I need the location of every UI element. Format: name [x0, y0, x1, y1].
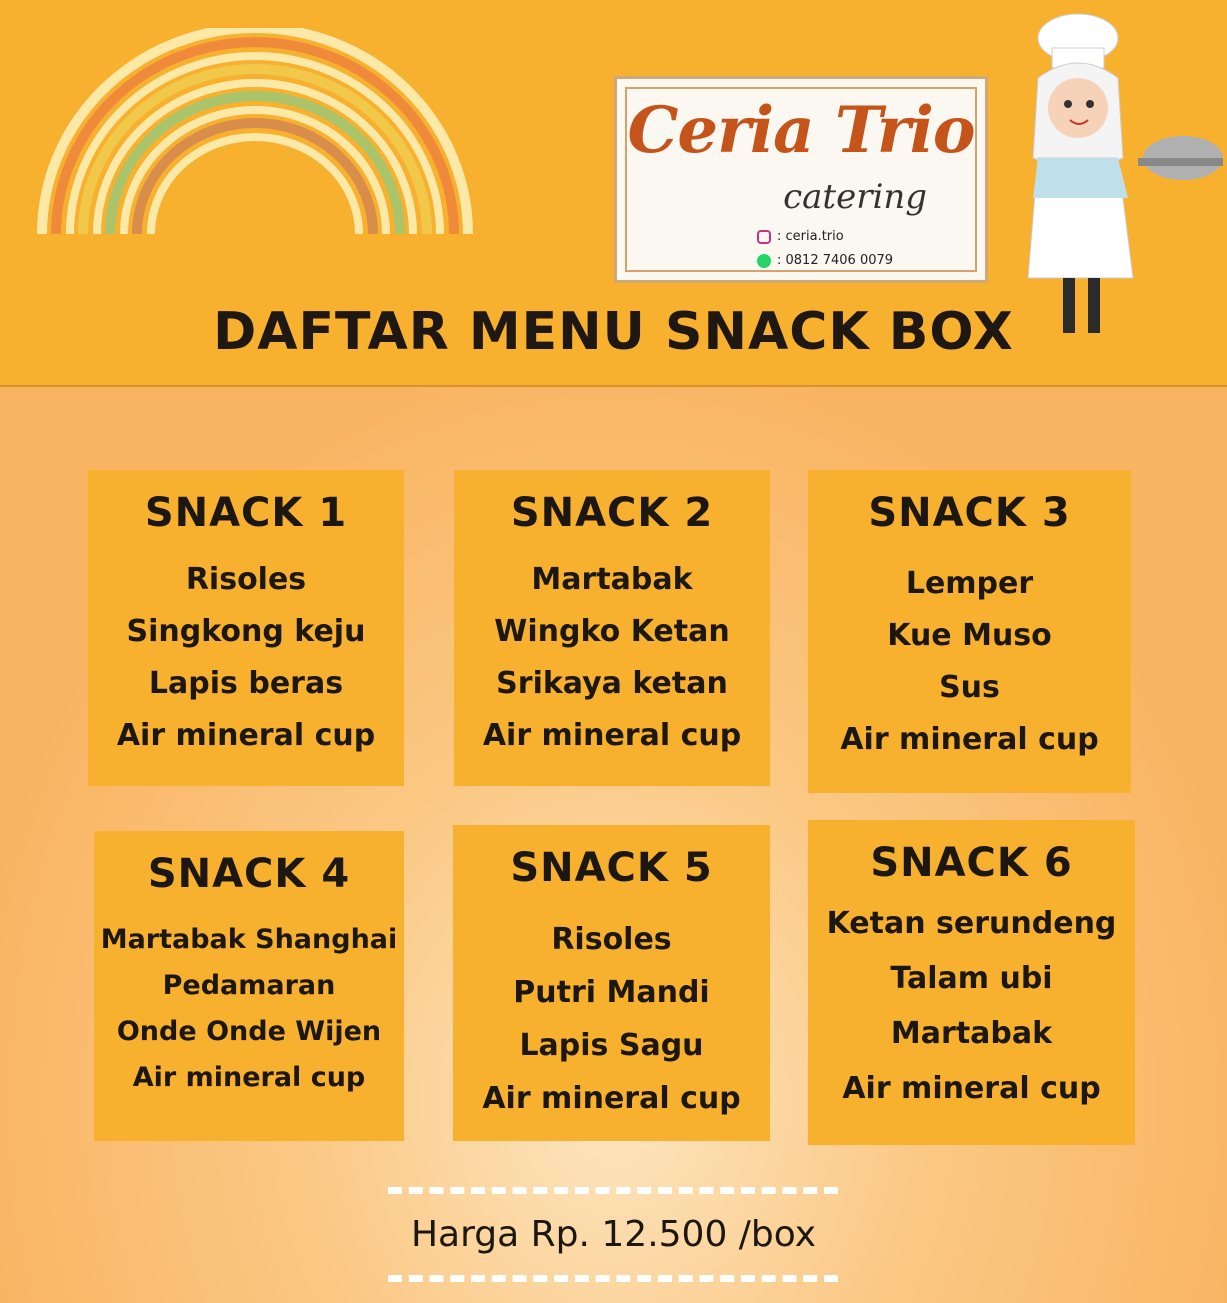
instagram-contact [757, 229, 844, 244]
menu-item: Putri Mandi [513, 975, 710, 1010]
menu-item: Air mineral cup [132, 1062, 366, 1093]
menu-card-title: SNACK 1 [144, 490, 348, 536]
brand-name: Ceria Trio [627, 93, 975, 168]
menu-item: Martabak [531, 562, 693, 597]
menu-item: Martabak Shanghai [100, 924, 398, 955]
menu-item: Risoles [551, 922, 672, 957]
menu-item: Wingko Ketan [494, 614, 730, 649]
menu-item: Air mineral cup [116, 718, 376, 753]
menu-card-snack-1 [88, 470, 404, 786]
divider-bottom [388, 1275, 838, 1282]
whatsapp-icon [757, 254, 771, 268]
menu-item: Ketan serundeng [826, 906, 1117, 941]
whatsapp-contact [757, 253, 893, 268]
menu-item: Risoles [185, 562, 307, 597]
menu-item: Sus [939, 670, 1000, 705]
menu-item: Singkong keju [126, 614, 366, 649]
menu-item: Talam ubi [890, 961, 1053, 996]
menu-card-snack-5 [453, 825, 770, 1141]
divider-top [388, 1187, 838, 1194]
menu-card-snack-4 [94, 831, 404, 1141]
menu-card-title: SNACK 4 [147, 851, 351, 897]
price-label: Harga Rp. 12.500 /box [410, 1214, 817, 1255]
menu-item: Lapis beras [148, 666, 344, 701]
page-title: DAFTAR MENU SNACK BOX [213, 302, 1014, 362]
menu-item: Air mineral cup [840, 722, 1099, 757]
menu-card-snack-3 [808, 470, 1131, 793]
brand-logo-card [614, 76, 988, 283]
menu-item: Lapis Sagu [519, 1028, 704, 1063]
rainbow-icon [30, 28, 480, 240]
brand-subtitle: catering [783, 177, 927, 217]
menu-card-title: SNACK 3 [868, 490, 1071, 536]
phone-number: : 0812 7406 0079 [777, 253, 894, 268]
menu-item: Onde Onde Wijen [116, 1016, 382, 1047]
menu-card-snack-2 [454, 470, 770, 786]
menu-item: Srikaya ketan [496, 666, 728, 701]
menu-item: Air mineral cup [482, 718, 742, 753]
menu-item: Pedamaran [162, 970, 336, 1001]
menu-item: Air mineral cup [482, 1081, 741, 1116]
menu-item: Kue Muso [887, 618, 1052, 653]
menu-card-title: SNACK 5 [510, 845, 713, 891]
instagram-icon [757, 230, 771, 244]
menu-item: Air mineral cup [842, 1071, 1101, 1106]
menu-item: Martabak [890, 1016, 1053, 1051]
instagram-handle: : ceria.trio [777, 229, 844, 244]
menu-card-snack-6 [808, 820, 1135, 1145]
menu-item: Lemper [905, 566, 1034, 601]
header-banner [0, 0, 1227, 387]
menu-card-title: SNACK 6 [870, 840, 1073, 886]
menu-card-title: SNACK 2 [510, 490, 714, 536]
